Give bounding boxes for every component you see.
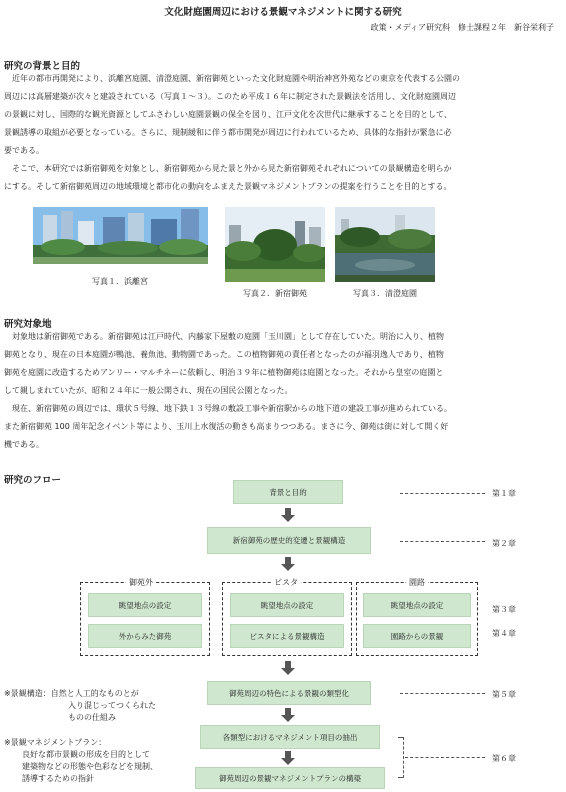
- note-line: 誘導するための指針: [22, 774, 94, 783]
- flow-box-items: 各類型におけるマネジメント項目の抽出: [200, 725, 380, 749]
- note-management-plan: [4, 737, 199, 785]
- text-line: そこで、本研究では新宿御苑を対象とし、新宿御苑から見た景と外から見た新宿御苑それぞれについての景観構造を明らか: [12, 164, 452, 173]
- chapter-leader: [400, 493, 485, 494]
- heading-target: 研究対象地: [4, 319, 52, 330]
- note-line: ※景観構造：自然と人工的なものとが: [4, 689, 139, 698]
- background-paragraph-1: [4, 70, 560, 160]
- flow-box-plan: 御苑周辺の景観マネジメントプランの構築: [195, 767, 385, 789]
- flow-box-typology: 御苑周辺の特色による景観の類型化: [207, 681, 371, 705]
- photo-caption-2: 写真２．新宿御苑: [243, 289, 307, 298]
- flow-box-history: 新宿御苑の歴史的変遷と景観構造: [207, 527, 371, 554]
- flow-box-outside-view: 外からみた御苑: [88, 624, 202, 648]
- text-line: 御苑となり、現在の日本庭園が鴨池、養魚池、動物園であった。この植物御苑の責任者となったのが福羽逸人であり、植物: [4, 350, 444, 359]
- note-line: 良好な都市景観の形成を目的として: [22, 750, 150, 759]
- photo-caption-1: 写真１．浜離宮: [92, 277, 148, 286]
- chapter-label-4: 第４章: [492, 629, 516, 638]
- heading-background: 研究の背景と目的: [4, 61, 81, 72]
- text-line: して親しまれていたが、昭和２４年に一般公開され、現在の国民公園となった。: [4, 386, 293, 395]
- chapter-label-6: 第６章: [492, 754, 516, 763]
- text-line: 対象地は新宿御苑である。新宿御苑は江戸時代、内藤家下屋敷の庭園「玉川園」として存在していた。明治に入り、植物: [12, 332, 444, 341]
- author-line: 政策・メディア研究科 修士課程２年 新谷栄利子: [370, 23, 554, 32]
- text-line: 要である。: [4, 146, 44, 155]
- target-paragraph-2: [4, 400, 560, 454]
- chapter-leader: [400, 693, 485, 694]
- text-line: 機である。: [4, 440, 44, 449]
- flow-box-background: 背景と目的: [233, 480, 343, 504]
- text-line: の景観に対し、国際的な観光資源としてふさわしい庭園景観の保全を図り、江戸文化を次世代に継承することを目的として、: [4, 110, 452, 119]
- text-line: 周辺には高層建築が次々と建設されている（写真１～３）。このため平成１６年に制定された景観法を活用し、文化財庭園周辺: [4, 92, 456, 101]
- paper-title: 文化財庭園周辺における景観マネジメントに関する研究: [164, 7, 402, 18]
- heading-flow: 研究のフロー: [4, 475, 62, 486]
- text-line: にする。そして新宿御苑周辺の地域環境と都市化の動向をふまえた景観マネジメントプランの提案を行うことを目的とする。: [4, 182, 452, 191]
- note-line: ものの仕組み: [68, 713, 116, 722]
- chapter-leader: [400, 541, 485, 542]
- text-line: 近年の都市再開発により、浜離宮庭園、清澄庭園、新宿御苑といった文化財庭園や明治神宮外苑などの東京を代表する公園の: [12, 74, 460, 83]
- text-line: 景観誘導の取組が必要となっている。さらに、規制緩和に伴う都市開発が周辺に行われているため、具体的な指針が緊急に必: [4, 128, 452, 137]
- note-line: ※景観マネジメントプラン：: [4, 738, 107, 747]
- flow-box-viewpoint: 眺望地点の設定: [363, 593, 471, 617]
- background-paragraph-2: [4, 160, 560, 196]
- photo-caption-3: 写真３．清澄庭園: [353, 289, 417, 298]
- target-paragraph-1: [4, 328, 560, 400]
- note-line: 建築物などの形態や色彩などを規制、: [22, 762, 158, 771]
- chapter-label-3: 第３章: [492, 605, 516, 614]
- flow-box-viewpoint: 眺望地点の設定: [88, 593, 202, 617]
- text-line: 御苑を庭園に改造するためアンリー・マルチネーに依頼し、明治３９年に植物御苑は庭園となった。それから皇室の庭園と: [4, 368, 444, 377]
- chapter-label-2: 第２章: [492, 539, 516, 548]
- photo-shinjuku-gyoen: [225, 207, 325, 282]
- chapter-label-5: 第５章: [492, 690, 516, 699]
- flow-group-label: 御苑外: [126, 577, 156, 588]
- flow-box-path-view: 園路からの景観: [363, 624, 471, 648]
- text-line: また新宿御苑 100 周年記念イベント等により、玉川上水復活の動きも高まりつつある。まさに今、御苑は街に対して開く好: [4, 422, 449, 431]
- flow-box-vista-structure: ビスタによる景観構造: [230, 624, 344, 648]
- flow-group-label: ビスタ: [271, 577, 301, 588]
- note-landscape-structure: [4, 688, 194, 724]
- flow-group-label: 園路: [406, 577, 428, 588]
- note-line: 入り混じってつくられた: [68, 701, 156, 710]
- photo-kiyosumi: [335, 207, 435, 282]
- text-line: 現在、新宿御苑の周辺では、環状５号線、地下鉄１３号線の敷設工事や新宿駅からの地下道の建設工事が進められている。: [12, 404, 452, 413]
- chapter-label-1: 第１章: [492, 489, 516, 498]
- flow-box-viewpoint: 眺望地点の設定: [230, 593, 344, 617]
- chapter-leader: [405, 757, 485, 758]
- photo-hamarikyu: [33, 207, 208, 264]
- chapter-bracket: [398, 737, 404, 778]
